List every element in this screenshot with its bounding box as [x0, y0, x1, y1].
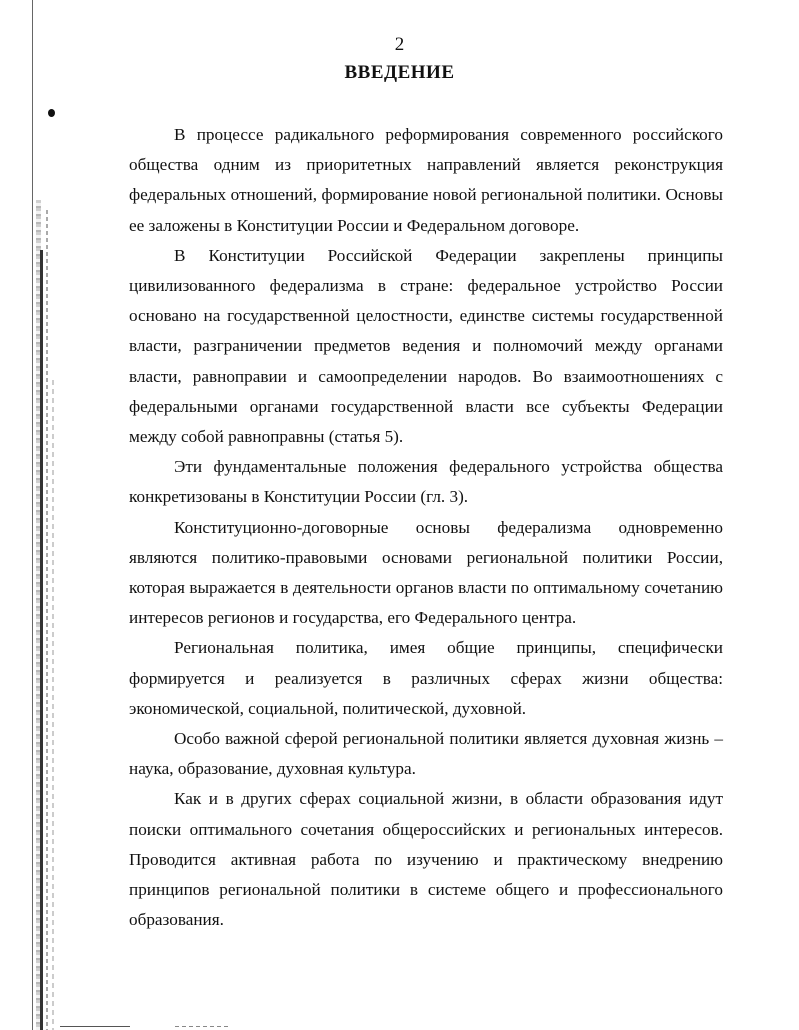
scan-binding-edge — [32, 0, 62, 1030]
document-body — [129, 120, 723, 935]
paragraph: Как и в других сферах социальной жизни, в области образования идут поиски оптимального сочетания общероссийских и региональных интересов. Проводится активная работа по изучению и практическому внедрению принципов региональной политики в системе общего и профессионального образования. — [129, 789, 723, 930]
scan-artifact-line — [60, 1026, 130, 1027]
binding-shadow — [46, 210, 48, 1030]
scan-artifact-dash — [175, 1026, 230, 1027]
page-number: 2 — [394, 34, 405, 55]
paragraph: Региональная политика, имея общие принципы, специфически формируется и реализуется в различных сферах жизни общества: экономической, социальной, политической, духовной. — [129, 638, 723, 718]
paragraph: Конституционно-договорные основы федерализма одновременно являются политико-правовыми основами региональной политики России, которая выражается в деятельности органов власти по оптимальному сочетанию интересов регионов и государства, его Федерального центра. — [129, 517, 723, 628]
page-title: ВВЕДЕНИЕ — [344, 62, 455, 83]
paragraph: Особо важной сферой региональной политики является духовная жизнь –наука, образование, духовная культура. — [129, 729, 723, 779]
paragraph: В Конституции Российской Федерации закреплены принципы цивилизованного федерализма в стране: федеральное устройство России основано на государственной целостности, единстве системы государственной власти, разграничении предметов ведения и полномочий между органами власти, равноправии и самоопределении народов. Во взаимоотношениях с федеральными органами государственной власти все субъекты Федерации между собой равноправны (статья 5). — [129, 245, 723, 447]
binding-line — [32, 0, 33, 1030]
paragraph: В процессе радикального реформирования современного российского общества одним из приоритетных направлений является реконструкция федеральных отношений, формирование новой региональной политики. Основы ее заложены в Конституции России и Федеральном договоре. — [129, 125, 723, 235]
punch-hole-mark — [48, 109, 55, 117]
paragraph: Эти фундаментальные положения федерального устройства общества конкретизованы в Конституции России (гл. 3). — [129, 457, 723, 507]
binding-line — [40, 250, 43, 1030]
binding-shadow — [52, 380, 54, 1030]
